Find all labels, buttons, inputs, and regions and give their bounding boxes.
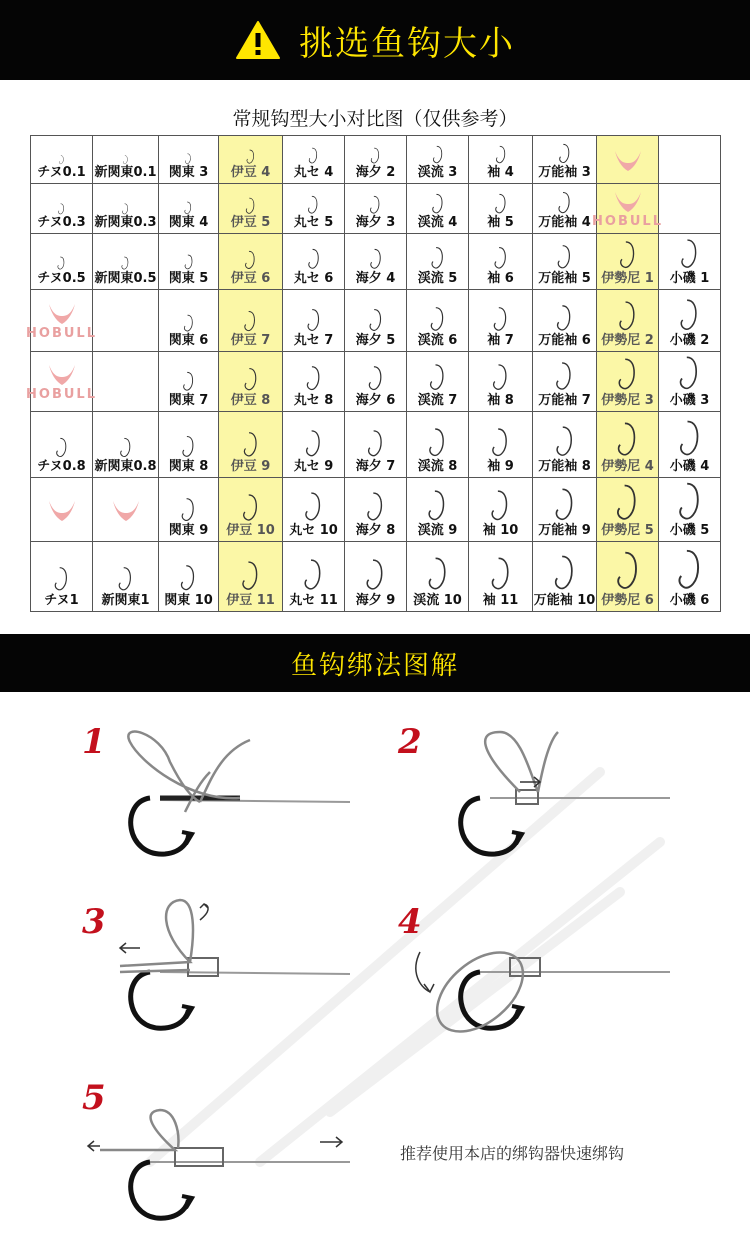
size-cell [345, 184, 407, 234]
brand-name: HOBULL [592, 214, 663, 229]
size-cell [219, 542, 283, 612]
size-label: 伊豆 8 [230, 393, 271, 408]
fish-hook-icon [674, 548, 705, 593]
size-label: 万能袖 10 [533, 593, 596, 608]
size-label: 袖 9 [487, 459, 514, 474]
size-label: 新関東0.1 [94, 165, 157, 180]
fish-hook-icon [367, 308, 385, 333]
brand-logo [592, 184, 663, 233]
size-label: 関東 10 [164, 593, 213, 608]
size-label: 関東 5 [168, 271, 209, 286]
size-label: 海夕 6 [355, 393, 396, 408]
size-cell [219, 234, 283, 290]
size-label: 小磯 5 [669, 523, 710, 538]
fish-hook-icon [180, 435, 197, 459]
size-label: 伊勢尼 6 [601, 593, 654, 608]
fish-hook-icon [365, 429, 386, 459]
size-label: 関東 3 [168, 165, 209, 180]
fish-hook-icon [303, 429, 324, 459]
size-label: 渓流 5 [417, 271, 458, 286]
fish-hook-icon [613, 483, 641, 523]
step-3-number: 3 [82, 902, 106, 942]
header-title: 挑选鱼钩大小 [299, 23, 515, 64]
size-label: 伊勢尼 3 [601, 393, 654, 408]
fish-hook-icon [557, 143, 572, 165]
fish-hook-icon [305, 308, 323, 333]
size-label: チヌ0.1 [37, 165, 86, 180]
size-row [31, 478, 721, 542]
fish-hook-icon [54, 437, 69, 459]
size-cell [93, 478, 159, 542]
hook-size-table [26, 135, 721, 612]
knot-banner-title: 鱼钩绑法图解 [290, 650, 459, 681]
size-label: 丸セ 9 [293, 459, 334, 474]
size-cell [31, 234, 93, 290]
size-label: 関東 7 [168, 393, 209, 408]
fish-hook-icon [304, 365, 323, 393]
size-label: 袖 8 [487, 393, 514, 408]
size-label: 小磯 1 [669, 271, 710, 286]
size-label: 小磯 4 [669, 459, 710, 474]
size-cell [219, 290, 283, 352]
size-cell [407, 542, 469, 612]
size-label: 万能袖 8 [538, 459, 591, 474]
size-label: 丸セ 8 [293, 393, 334, 408]
fish-hook-icon [426, 427, 448, 459]
size-label: 海夕 7 [355, 459, 396, 474]
fish-hook-icon [489, 427, 511, 459]
size-label: 伊勢尼 2 [601, 333, 654, 348]
knot-banner [0, 634, 750, 692]
size-label: 伊勢尼 1 [601, 271, 654, 286]
size-label: 新関東0.3 [94, 215, 157, 230]
size-label: 袖 11 [482, 593, 519, 608]
size-cell [659, 542, 721, 612]
fish-hook-icon [366, 365, 385, 393]
header-banner [0, 0, 750, 80]
size-cell [283, 184, 345, 234]
size-label: 袖 6 [487, 271, 514, 286]
size-label: 伊豆 7 [230, 333, 271, 348]
bull-logo-icon [45, 300, 79, 326]
brand-name: HOBULL [26, 326, 97, 341]
size-cell [659, 184, 721, 234]
fish-hook-icon [122, 155, 129, 165]
size-label: 伊豆 6 [230, 271, 271, 286]
size-cell [469, 352, 533, 412]
size-label: 新関東0.5 [94, 271, 157, 286]
size-cell [407, 184, 469, 234]
size-cell [659, 234, 721, 290]
fish-hook-icon [488, 489, 512, 523]
chart-title: 常规钩型大小对比图（仅供参考） [232, 108, 518, 130]
size-label: チヌ0.5 [37, 271, 86, 286]
size-cell [469, 412, 533, 478]
step-2-illustration [430, 722, 690, 872]
size-cell [159, 234, 219, 290]
fish-hook-icon [307, 147, 320, 165]
size-label: 海夕 3 [355, 215, 396, 230]
size-cell [469, 184, 533, 234]
fish-hook-icon [58, 155, 65, 165]
size-cell [407, 290, 469, 352]
fish-hook-icon [425, 556, 451, 593]
size-cell [345, 542, 407, 612]
size-label: 新関東1 [101, 593, 150, 608]
size-label: 万能袖 4 [538, 215, 591, 230]
fish-hook-icon [488, 556, 514, 593]
size-label: 万能袖 9 [538, 523, 591, 538]
size-cell [407, 234, 469, 290]
size-cell [219, 184, 283, 234]
size-cell [345, 412, 407, 478]
size-cell [283, 542, 345, 612]
size-row [31, 542, 721, 612]
size-label: 伊豆 4 [230, 165, 271, 180]
size-label: 関東 4 [168, 215, 209, 230]
size-label: 袖 4 [487, 165, 514, 180]
size-label: 万能袖 5 [538, 271, 591, 286]
fish-hook-icon [56, 256, 66, 271]
fish-hook-icon [57, 203, 66, 215]
size-label: 袖 10 [482, 523, 519, 538]
fish-hook-icon [306, 248, 322, 271]
fish-hook-icon [491, 306, 510, 333]
brand-logo [45, 478, 79, 541]
fish-hook-icon [368, 248, 384, 271]
size-row [31, 234, 721, 290]
fish-hook-icon [181, 371, 196, 393]
size-label: 小磯 2 [669, 333, 710, 348]
fish-hook-icon [553, 425, 577, 459]
size-label: 伊豆 10 [226, 523, 275, 538]
size-cell [31, 136, 93, 184]
size-label: 丸セ 4 [293, 165, 334, 180]
fish-hook-icon [242, 367, 260, 393]
size-cell [345, 234, 407, 290]
size-cell [159, 478, 219, 542]
fish-hook-icon [617, 240, 639, 271]
size-cell [159, 412, 219, 478]
fish-hook-icon [243, 250, 258, 271]
size-cell [597, 234, 659, 290]
fish-hook-icon [369, 147, 382, 165]
fish-hook-icon [301, 558, 325, 593]
size-label: 新関東0.8 [94, 459, 157, 474]
fish-hook-icon [615, 357, 640, 393]
size-label: 伊勢尼 4 [601, 459, 654, 474]
size-cell [469, 478, 533, 542]
size-label: 伊豆 5 [230, 215, 271, 230]
bull-logo-icon [45, 361, 79, 387]
size-label: 袖 7 [487, 333, 514, 348]
size-label: 丸セ 6 [293, 271, 334, 286]
fish-hook-icon [240, 493, 261, 523]
size-cell [345, 290, 407, 352]
size-row [31, 184, 721, 234]
step-4-illustration [410, 892, 690, 1042]
fish-hook-icon [178, 564, 198, 593]
step-1-number: 1 [82, 722, 106, 762]
size-cell [597, 290, 659, 352]
fish-hook-icon [368, 195, 382, 215]
bull-logo-icon [611, 188, 645, 214]
fish-hook-icon [493, 193, 509, 215]
size-cell [159, 542, 219, 612]
size-cell [533, 412, 597, 478]
fish-hook-icon [306, 195, 320, 215]
size-cell [219, 478, 283, 542]
fish-hook-icon [430, 193, 446, 215]
fish-hook-icon [490, 363, 511, 393]
size-label: 丸セ 7 [293, 333, 334, 348]
bull-logo-icon [611, 147, 645, 173]
size-label: 万能袖 6 [538, 333, 591, 348]
knot-tool-note: 推荐使用本店的绑钩器快速绑钩 [400, 1144, 625, 1163]
fish-hook-icon [302, 491, 325, 523]
fish-hook-icon [676, 419, 704, 459]
size-row [31, 290, 721, 352]
step-3-illustration [100, 892, 360, 1042]
size-cell [659, 478, 721, 542]
fish-hook-icon [425, 489, 449, 523]
size-cell [345, 136, 407, 184]
size-label: 渓流 9 [417, 523, 458, 538]
fish-hook-icon [492, 246, 509, 271]
size-label: 渓流 6 [417, 333, 458, 348]
size-cell [659, 352, 721, 412]
size-label: 丸セ 5 [293, 215, 334, 230]
size-cell [31, 542, 93, 612]
size-cell [283, 478, 345, 542]
brand-logo [109, 478, 143, 541]
brand-logo [26, 290, 97, 351]
fish-hook-icon [552, 487, 577, 523]
size-cell [469, 234, 533, 290]
size-cell [659, 290, 721, 352]
size-label: 海夕 5 [355, 333, 396, 348]
size-cell [533, 290, 597, 352]
size-cell [345, 478, 407, 542]
size-cell [592, 184, 663, 234]
size-cell [93, 184, 159, 234]
size-cell [345, 352, 407, 412]
size-cell [597, 352, 659, 412]
fish-hook-icon [116, 566, 135, 593]
fish-hook-icon [363, 558, 387, 593]
size-cell [93, 542, 159, 612]
size-cell [93, 290, 159, 352]
fish-hook-icon [244, 197, 257, 215]
size-label: 海夕 8 [355, 523, 396, 538]
fish-hook-icon [179, 497, 197, 523]
fish-hook-icon [427, 363, 448, 393]
step-1-illustration [100, 722, 360, 872]
fish-hook-icon [431, 145, 445, 165]
fish-hook-icon [118, 437, 133, 459]
size-cell [533, 136, 597, 184]
size-cell [533, 352, 597, 412]
size-cell [659, 136, 721, 184]
size-label: 海夕 2 [355, 165, 396, 180]
size-cell [159, 184, 219, 234]
size-cell [469, 290, 533, 352]
fish-hook-icon [616, 300, 639, 333]
size-cell [283, 136, 345, 184]
size-label: 丸セ 11 [289, 593, 338, 608]
fish-hook-icon [675, 481, 705, 523]
fish-hook-icon [120, 256, 130, 271]
size-label: 渓流 4 [417, 215, 458, 230]
size-cell [283, 352, 345, 412]
size-cell [597, 136, 659, 184]
size-label: 小磯 6 [669, 593, 710, 608]
bull-logo-icon [109, 497, 143, 523]
size-cell [93, 352, 159, 412]
size-label: 万能袖 3 [538, 165, 591, 180]
size-label: 袖 5 [487, 215, 514, 230]
size-cell [31, 184, 93, 234]
size-label: チヌ0.8 [37, 459, 86, 474]
size-label: 関東 8 [168, 459, 209, 474]
size-cell [407, 478, 469, 542]
size-row [31, 352, 721, 412]
fish-hook-icon [429, 246, 446, 271]
size-cell [283, 412, 345, 478]
step-4-number: 4 [398, 902, 422, 942]
brand-logo [611, 136, 645, 183]
size-cell [93, 412, 159, 478]
size-cell [659, 412, 721, 478]
size-label: チヌ0.3 [37, 215, 86, 230]
size-cell [31, 478, 93, 542]
size-cell [159, 352, 219, 412]
size-cell [283, 234, 345, 290]
size-cell [407, 412, 469, 478]
step-5-illustration [80, 1082, 360, 1232]
size-label: 渓流 3 [417, 165, 458, 180]
size-cell [26, 352, 97, 412]
step-5-number: 5 [82, 1078, 106, 1118]
fish-hook-icon [678, 238, 701, 271]
step-2-number: 2 [398, 722, 422, 762]
fish-hook-icon [551, 554, 578, 593]
fish-hook-icon [242, 310, 258, 333]
size-cell [26, 290, 97, 352]
size-cell [533, 184, 597, 234]
size-cell [159, 290, 219, 352]
size-cell [533, 542, 597, 612]
size-label: 伊勢尼 5 [601, 523, 654, 538]
fish-hook-icon [183, 254, 195, 271]
fish-hook-icon [239, 560, 262, 593]
size-cell [31, 412, 93, 478]
size-cell [219, 352, 283, 412]
size-cell [93, 136, 159, 184]
size-label: 万能袖 7 [538, 393, 591, 408]
size-label: 渓流 7 [417, 393, 458, 408]
fish-hook-icon [428, 306, 447, 333]
size-label: 小磯 3 [669, 393, 710, 408]
fish-hook-icon [52, 566, 71, 593]
bull-logo-icon [45, 497, 79, 523]
size-label: 伊豆 9 [230, 459, 271, 474]
fish-hook-icon [556, 191, 573, 215]
size-label: 渓流 8 [417, 459, 458, 474]
size-row [31, 136, 721, 184]
fish-hook-icon [241, 431, 261, 459]
fish-hook-icon [245, 149, 256, 165]
fish-hook-icon [676, 355, 702, 393]
size-cell [597, 542, 659, 612]
size-cell [407, 352, 469, 412]
fish-hook-icon [555, 244, 574, 271]
size-cell [219, 136, 283, 184]
brand-logo [26, 352, 97, 411]
knot-steps [0, 692, 750, 1246]
size-cell [159, 136, 219, 184]
fish-hook-icon [184, 153, 192, 165]
size-label: チヌ1 [44, 593, 79, 608]
fish-hook-icon [182, 314, 195, 333]
size-label: 関東 6 [168, 333, 209, 348]
fish-hook-icon [677, 298, 702, 333]
size-cell [533, 234, 597, 290]
size-label: 丸セ 10 [289, 523, 338, 538]
size-cell [93, 234, 159, 290]
fish-hook-icon [553, 361, 575, 393]
size-label: 海夕 4 [355, 271, 396, 286]
fish-hook-icon [183, 201, 193, 215]
size-cell [469, 136, 533, 184]
size-label: 海夕 9 [355, 593, 396, 608]
size-label: 渓流 10 [413, 593, 462, 608]
size-cell [533, 478, 597, 542]
fish-hook-icon [364, 491, 387, 523]
size-label: 関東 9 [168, 523, 209, 538]
size-cell [219, 412, 283, 478]
warning-icon [235, 20, 281, 60]
fish-hook-icon [613, 550, 643, 593]
brand-name: HOBULL [26, 387, 97, 402]
size-cell [597, 412, 659, 478]
fish-hook-icon [554, 304, 574, 333]
size-cell [283, 290, 345, 352]
fish-hook-icon [614, 421, 641, 459]
fish-hook-icon [494, 145, 508, 165]
size-cell [597, 478, 659, 542]
size-cell [407, 136, 469, 184]
size-row [31, 412, 721, 478]
size-cell [469, 542, 533, 612]
size-label: 伊豆 11 [226, 593, 275, 608]
fish-hook-icon [121, 203, 130, 215]
